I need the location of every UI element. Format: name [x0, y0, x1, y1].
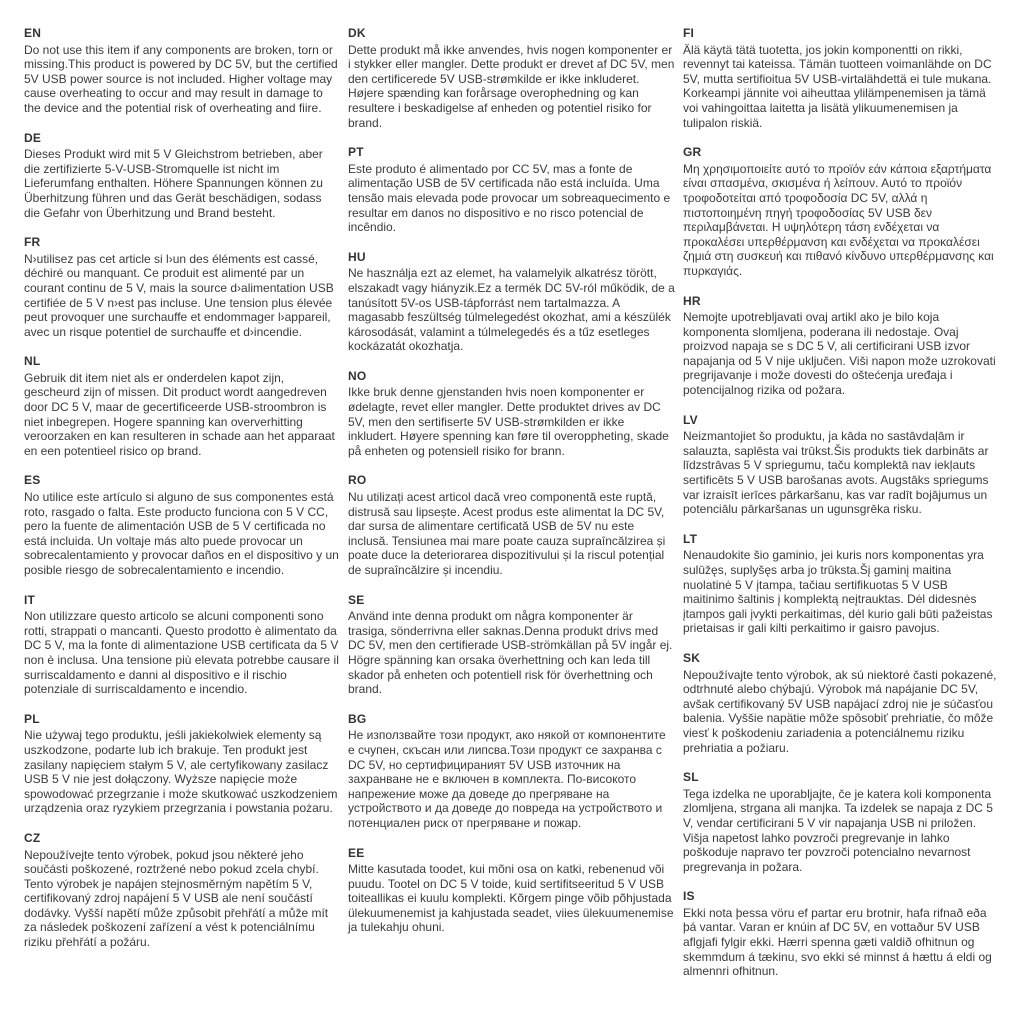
lang-section-nl [24, 354, 340, 458]
lang-section-it [24, 593, 340, 697]
warning-text-nl: Gebruik dit item niet als er onderdelen kapot zijn, gescheurd zijn of missen. Dit product wordt aangedreven door DC 5 V, maar de gecertificeerde USB-stroombron is niet inbegrepen. Hogere spanning kan oververhitting veroorzaken en kan resulteren in schade aan het apparaat en een potentieel risico op brand. [24, 370, 335, 458]
warning-column-3 [683, 26, 1000, 994]
warning-text-ee: Mitte kasutada toodet, kui mõni osa on katki, rebenenud või puudu. Tootel on DC 5 V toide, kuid sertifitseeritud 5 V USB toiteallikas ei kuulu komplekti. Kõrgem pinge võib põhjustada ülekuumenemist ja kahjustada seadet, viies ülekuumenemise ja tulekahju ohuni. [348, 862, 674, 935]
warning-text-it: Non utilizzare questo articolo se alcuni componenti sono rotti, strappati o mancanti. Questo prodotto è alimentato da DC 5 V, ma la fonte di alimentazione USB certificata da 5 V non è inclusa. Una tensione più elevata potrebbe causare il surriscaldamento e danni al dispositivo e il rischio potenziale di surriscaldamento e incendio. [24, 609, 339, 697]
lang-code-fr: FR [24, 235, 41, 250]
lang-section-lt [683, 532, 1000, 636]
lang-code-ro: RO [348, 473, 367, 488]
lang-code-it: IT [24, 592, 36, 607]
lang-code-sl: SL [683, 770, 699, 785]
lang-code-fi: FI [683, 26, 695, 40]
warning-text-lv: Neizmantojiet šo produktu, ja kāda no sastāvdaļām ir salauzta, saplēsta vai trūkst.Šis produkts tiek darbināts ar līdzstrāvas 5 V spriegumu, taču komplektā nav iekļauts sertificēts 5 V USB barošanas avots. Augstāks spriegums var izraisīt ierīces pārkaršanu, kas var radīt bojājumus un potenciālu pārkaršanas un ugunsgrēka risku. [683, 429, 989, 517]
lang-code-pl: PL [24, 711, 40, 726]
warning-text-cz: Nepoužívejte tento výrobek, pokud jsou některé jeho součásti poškozené, roztržené nebo pokud zcela chybí. Tento výrobek je napájen stejnosměrným napětím 5 V, certifikovaný zdroj napájení 5 V USB ale není součástí dodávky. Vyšší napětí může způsobit přehřátí a může mít za následek poškození zařízení a vést k potenciálnímu riziku přehřátí a požáru. [24, 847, 329, 950]
lang-section-lv [683, 413, 1000, 517]
lang-section-bg [348, 712, 675, 831]
lang-code-cz: CZ [24, 830, 41, 845]
warning-text-is: Ekki nota þessa vöru ef partar eru brotnir, hafa rifnað eða þá vantar. Varan er knúin af DC 5V, en vottaður 5V USB aflgjafi fylgir ekki. Hærri spenna gæti valdið ofhitnun og skemmdum á tækinu, svo ekki sé minnst á hættu á eldi og almennri ofhitnun. [683, 905, 992, 979]
warning-text-sl: Tega izdelka ne uporabljajte, če je katera koli komponenta zlomljena, strgana ali manjka. Ta izdelek se napaja z DC 5 V, vendar certificirani 5 V vir napajanja USB ni priložen. Višja napetost lahko povzroči pregrevanje in lahko poškoduje napravo ter povzroči potencialno nevarnost pregrevanja in požara. [683, 786, 993, 874]
lang-code-lv: LV [683, 412, 698, 427]
warning-text-sk: Nepoužívajte tento výrobok, ak sú niektoré časti pokazené, odtrhnuté alebo chýbajú. Výrobok má napájanie DC 5V, avšak certifikovaný 5V USB napájací zdroj nie je súčasťou balenia. Vyššie napätie môže spôsobiť prehriatie, čo môže viesť k poškodeniu zariadenia a potenciálnemu riziku prehriatia a požiaru. [683, 667, 997, 755]
lang-section-se [348, 593, 675, 697]
lang-code-se: SE [348, 592, 365, 607]
warning-text-ro: Nu utilizați acest articol dacă vreo componentă este ruptă, distrusă sau lipsește. Acest produs este alimentat la DC 5V, dar sursa de alimentare certificată USB de 5V nu este inclusă. Tensiunea mai mare poate cauza supraîncălzirea și poate duce la deteriorarea dispozitivului și la riscul potențial de supraîncălzire și incendiu. [348, 490, 666, 577]
lang-section-de [24, 131, 340, 221]
lang-code-hr: HR [683, 293, 701, 308]
lang-code-lt: LT [683, 531, 698, 546]
lang-section-en [24, 26, 340, 116]
lang-code-es: ES [24, 473, 41, 488]
warning-text-gr: Μη χρησιμοποιείτε αυτό το προϊόν εάν κάποια εξαρτήματα είναι σπασμένα, σκισμένα ή λείπουν. Αυτό το προϊόν τροφοδοτείται από τροφοδοσία DC 5V, αλλά η πιστοποιημένη πηγή τροφοδοσίας 5V USB δεν περιλαμβάνεται. Η υψηλότερη τάση ενδέχεται να προκαλέσει υπερθέρμανση και ενδέχεται να προκαλέσει ζημιά στη συσκευή και πιθανό κίνδυνο υπερθέρμανσης και πυρκαγιάς. [683, 161, 994, 278]
warning-text-es: No utilice este artículo si alguno de sus componentes está roto, rasgado o falta. Este producto funciona con 5 V CC, pero la fuente de alimentación USB de 5 V certificada no está incluida. Un voltaje más alto puede provocar un sobrecalentamiento y provocar daños en el dispositivo y un posible riesgo de sobrecalentamiento e incendio. [24, 490, 339, 577]
warning-text-no: Ikke bruk denne gjenstanden hvis noen komponenter er ødelagte, revet eller mangler. Dette produktet drives av DC 5V, men den sertifiserte 5V USB-strømkilden er ikke inkludert. Høyere spenning kan føre til overoppheting, skade på enheten og potensiell risiko for brann. [348, 385, 669, 458]
lang-code-de: DE [24, 130, 42, 145]
warning-text-fi: Älä käytä tätä tuotetta, jos jokin komponentti on rikki, revennyt tai kateissa. Tämän tuotteen voimanlähde on DC 5V, mutta sertifioitua 5V USB-virtalähdettä ei tule mukana. Korkeampi jännite voi aiheuttaa ylilämpenemisen ja tämä voi vahingoittaa laitetta ja lisätä ylikuumenemisen ja tulipalon riskiä. [683, 42, 992, 130]
lang-section-hu [348, 250, 675, 354]
warning-text-dk: Dette produkt må ikke anvendes, hvis nogen komponenter er i stykker eller mangler. Dette produkt er drevet af DC 5V, men den certificerede 5V USB-strømkilde er ikke inkluderet. Højere spænding kan forårsage overophedning og kan resultere i beskadigelse af enheden og potentiel risiko for brand. [348, 42, 675, 130]
lang-code-gr: GR [683, 145, 702, 160]
warning-column-1 [24, 26, 340, 965]
lang-section-ee [348, 846, 675, 936]
lang-section-no [348, 369, 675, 459]
lang-code-nl: NL [24, 354, 41, 369]
lang-section-gr [683, 145, 1000, 278]
lang-section-sl [683, 770, 1000, 874]
lang-code-sk: SK [683, 650, 701, 665]
warning-text-de: Dieses Produkt wird mit 5 V Gleichstrom betrieben, aber die zertifizierte 5-V-USB-Stromquelle ist nicht im Lieferumfang enthalten. Höhere Spannungen können zu Überhitzung führen und das Gerät beschädigen, sodass die Gefahr von Überhitzung und Brand besteht. [24, 147, 323, 220]
lang-section-fi [683, 26, 1000, 130]
lang-section-ro [348, 473, 675, 577]
lang-section-dk [348, 26, 675, 130]
warning-column-2 [348, 26, 675, 950]
lang-section-pt [348, 145, 675, 235]
lang-code-en: EN [24, 26, 42, 40]
lang-code-no: NO [348, 368, 367, 383]
lang-section-cz [24, 831, 340, 950]
lang-code-ee: EE [348, 845, 365, 860]
warning-text-bg: Не използвайте този продукт, ако някой от компонентите е счупен, скъсан или липсва.Този продукт се захранва с DC 5V, но сертифицираният 5V USB източник на захранване не е включен в комплекта. По-високото напрежение може да доведе до прегряване на устройството и да доведе до повреда на устройството и потенциален риск от прегряване и пожар. [348, 728, 666, 830]
lang-section-hr [683, 294, 1000, 398]
warning-text-se: Använd inte denna produkt om några komponenter är trasiga, sönderrivna eller saknas.Denna produkt drivs med DC 5V, men den certifierade USB-strömkällan på 5V ingår ej. Högre spänning kan orsaka överhettning och kan leda till skador på enheten och potentiell risk för överhettning och brand. [348, 609, 673, 697]
warning-text-hu: Ne használja ezt az elemet, ha valamelyik alkatrész törött, elszakadt vagy hiányzik.Ez a termék DC 5V-ról működik, de a tanúsított 5V-os USB-tápforrást nem tartalmazza. A magasabb feszültség túlmelegedést okozhat, ami a készülék károsodását, valamint a túlmelegedés és a tűz esetleges kockázatát okozhatja. [348, 266, 675, 354]
warning-text-en: Do not use this item if any components are broken, torn or missing.This product is powered by DC 5V, but the certified 5V USB power source is not included. Higher voltage may cause overheating to occur and may result in damage to the device and the potential risk of overheating and fiire. [24, 42, 338, 115]
lang-code-bg: BG [348, 711, 367, 726]
warning-text-lt: Nenaudokite šio gaminio, jei kuris nors komponentas yra sulūžęs, suplyšęs arba jo trūksta.Šį gaminį maitina nuolatinė 5 V įtampa, tačiau sertifikuotas 5 V USB maitinimo šaltinis į komplektą neįtrauktas. Dėl didesnės įtampos gali įvykti perkaitimas, dėl kurio gali būti pažeistas prietaisas ir gali kilti perkaitimo ir gaisro pavojus. [683, 548, 993, 636]
lang-code-hu: HU [348, 249, 366, 264]
lang-section-is [683, 889, 1000, 979]
lang-code-dk: DK [348, 26, 366, 40]
warning-text-pl: Nie używaj tego produktu, jeśli jakiekolwiek elementy są uszkodzone, podarte lub ich brakuje. Ten produkt jest zasilany napięciem stałym 5 V, ale certyfikowany zasilacz USB 5 V nie jest dołączony. Wyższe napięcie może spowodować przegrzanie i może skutkować uszkodzeniem urządzenia oraz ryzykiem przegrzania i powstania pożaru. [24, 728, 338, 816]
lang-code-is: IS [683, 889, 695, 904]
warning-text-hr: Nemojte upotrebljavati ovaj artikl ako je bilo koja komponenta slomljena, poderana ili nedostaje. Ovaj proizvod napaja se s DC 5 V, ali certificirani USB izvor napajanja od 5 V nije uključen. Viši napon može uzrokovati pregrijavanje i može dovesti do oštećenja uređaja i potencijalnog rizika od požara. [683, 310, 996, 398]
lang-section-fr [24, 235, 340, 339]
lang-section-sk [683, 651, 1000, 755]
warning-text-pt: Este produto é alimentado por CC 5V, mas a fonte de alimentação USB de 5V certificada não está incluída. Uma tensão mais elevada pode provocar um sobreaquecimento e resultar em danos no dispositivo e no risco potencial de incêndio. [348, 161, 671, 235]
warning-text-fr: N›utilisez pas cet article si l›un des éléments est cassé, déchiré ou manquant. Ce produit est alimenté par un courant continu de 5 V, mais la source d›alimentation USB certifiée de 5 V n›est pas incluse. Une tension plus élevée peut provoquer une surchauffe et endommager l›appareil, avec un risque potentiel de surchauffe et d›incendie. [24, 251, 334, 339]
lang-code-pt: PT [348, 145, 364, 160]
lang-section-pl [24, 712, 340, 816]
lang-section-es [24, 473, 340, 577]
